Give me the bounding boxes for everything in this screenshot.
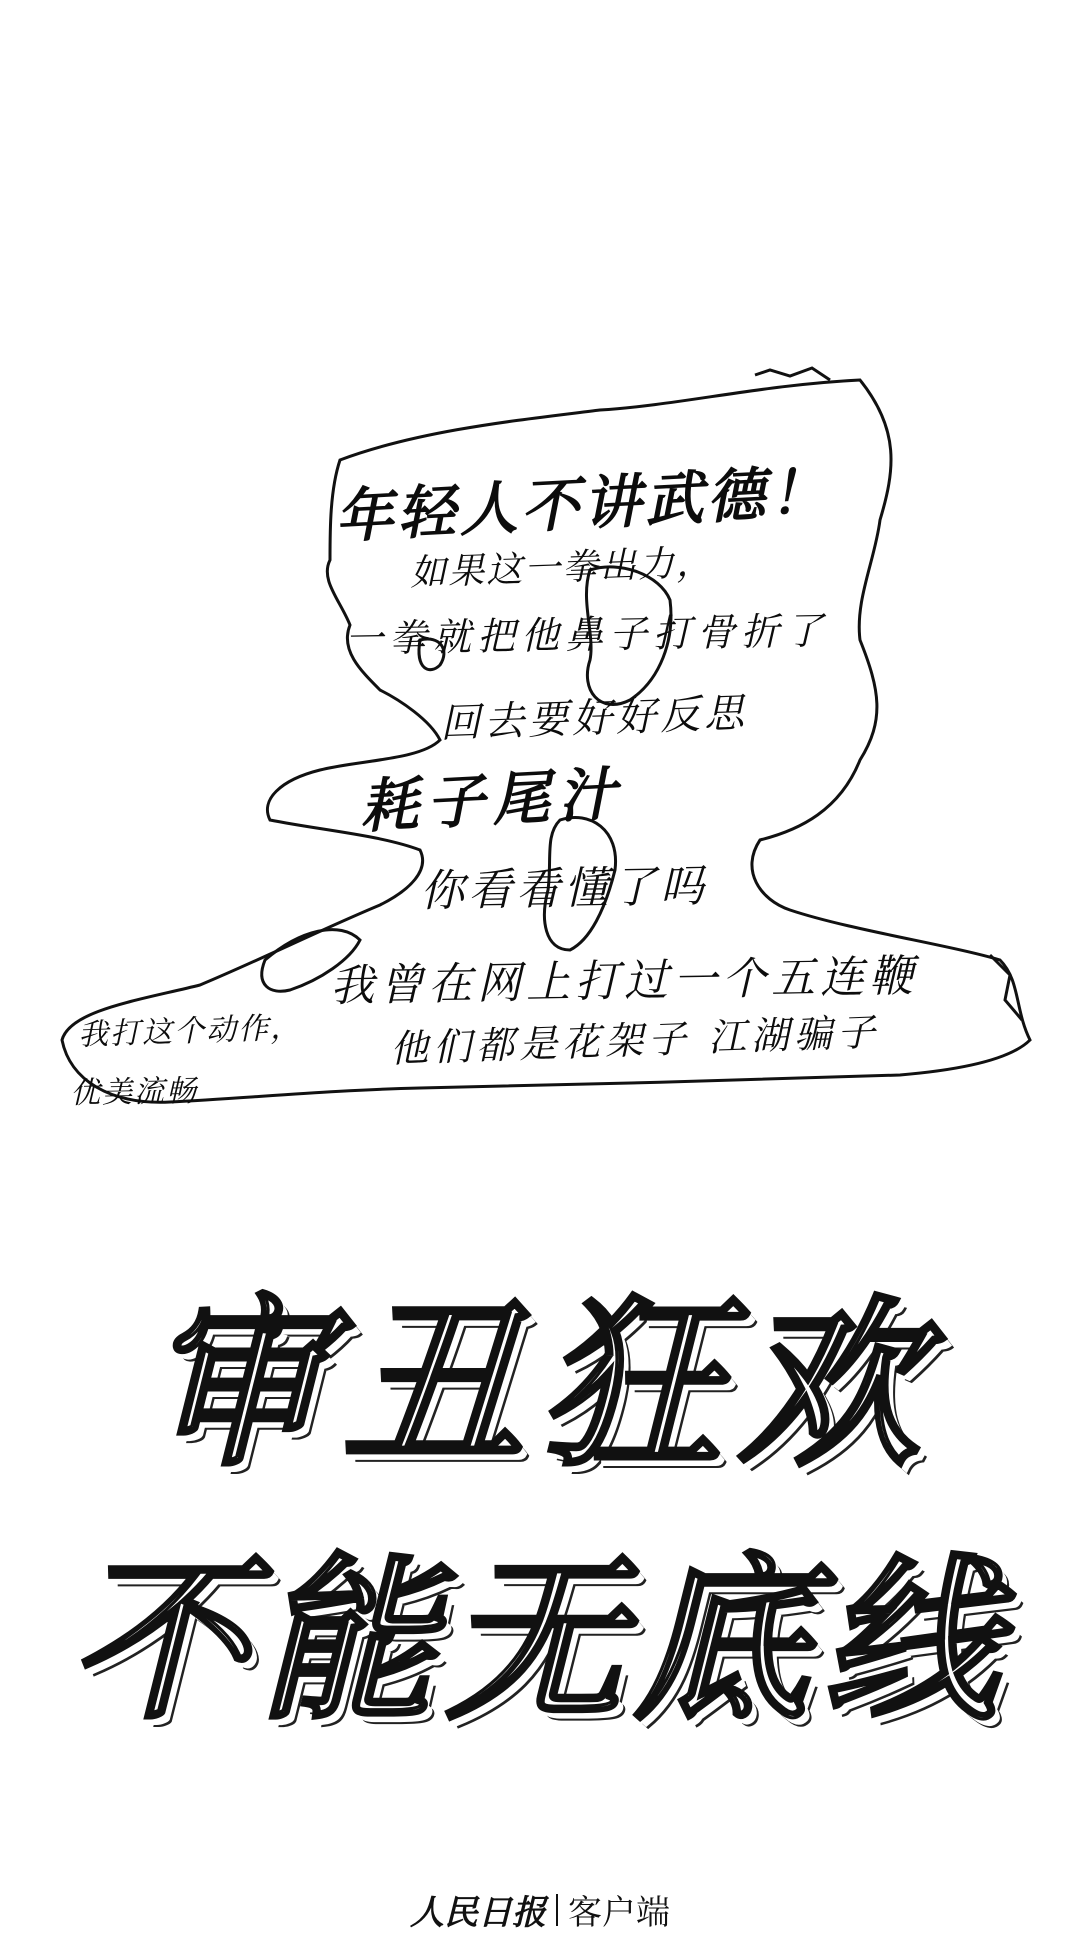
handwritten-line: 优美流畅 <box>69 1073 199 1111</box>
brand-suffix: 客户端 <box>568 1893 670 1933</box>
handwritten-line: 他们都是花架子 江湖骗子 <box>389 1009 881 1071</box>
handwritten-line: 我曾在网上打过一个五连鞭 <box>329 950 919 1012</box>
brand-logo: 人民日报 <box>410 1893 546 1933</box>
handwritten-line: 一拳就把他鼻子打骨折了 <box>344 608 830 661</box>
handwritten-line: 如果这一拳出力， <box>409 542 715 594</box>
handwritten-line: 回去要好好反思 <box>439 690 749 747</box>
handwritten-line: 你看看懂了吗 <box>419 860 709 917</box>
handwritten-line: 年轻人不讲武德！ <box>333 457 833 551</box>
handwritten-line: 我打这个动作， <box>77 1010 303 1053</box>
brand-footer <box>0 1885 1080 1934</box>
slogan-line-2: 不能无底线 <box>69 1537 1010 1744</box>
slogan-line-1: 审丑狂欢 <box>144 1277 936 1491</box>
handwritten-line: 耗子尾汁 <box>358 759 626 841</box>
brand-divider <box>556 1894 558 1926</box>
